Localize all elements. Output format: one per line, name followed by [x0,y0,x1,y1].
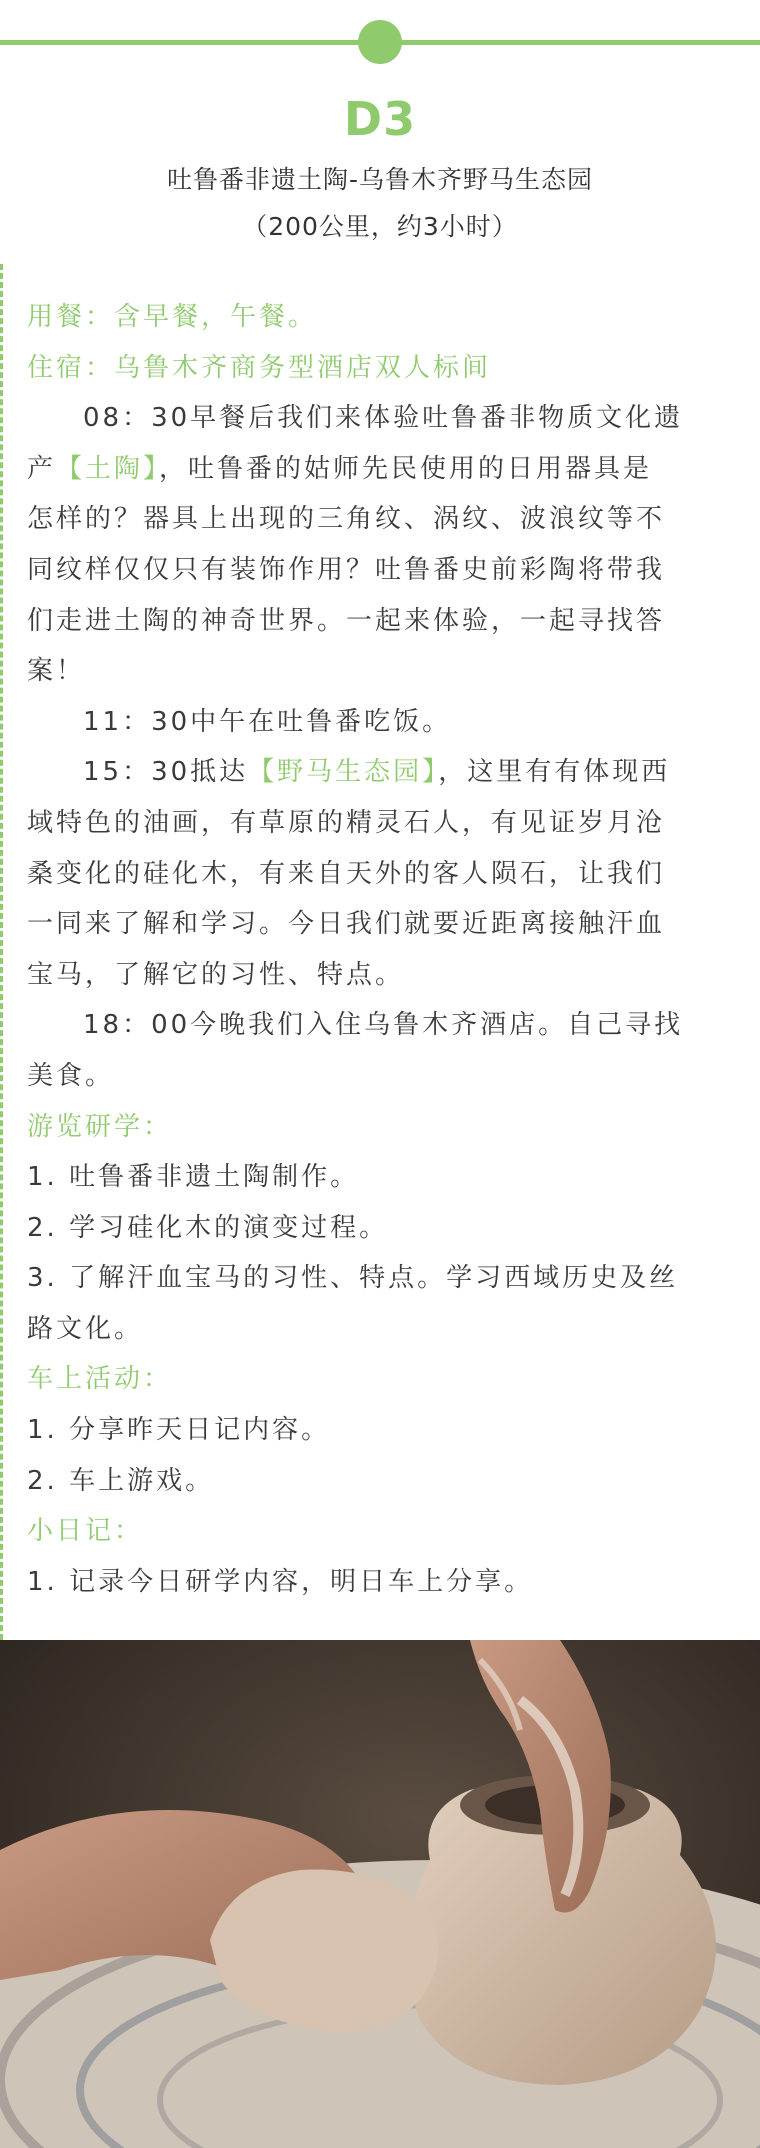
schedule-line: 宝马，了解它的习性、特点。 [27,959,405,990]
route-distance: （200公里，约3小时） [242,212,518,241]
schedule-line: 一同来了解和学习。今日我们就要近距离接触汗血 [27,909,666,940]
day-title: D3 [343,92,417,146]
diary-heading: 小日记： [27,1516,144,1547]
itinerary-content [0,264,760,1640]
study-item: 2. 学习硅化木的演变过程。 [27,1212,389,1243]
schedule-line: 产【土陶】，吐鲁番的姑师先民使用的日用器具是 [27,453,653,484]
schedule-line: 08：30早餐后我们来体验吐鲁番非物质文化遗 [83,403,684,434]
pottery-photo [0,1640,760,2148]
schedule-line: 同纹样仅仅只有装饰作用？吐鲁番史前彩陶将带我 [27,554,666,585]
timeline-dot [358,20,402,64]
pottery-wheel-illustration [0,1640,760,2148]
study-item: 3. 了解汗血宝马的习性、特点。学习西域历史及丝 [27,1263,679,1294]
diary-item: 1. 记录今日研学内容，明日车上分享。 [27,1566,534,1597]
bus-activity-item: 1. 分享昨天日记内容。 [27,1415,331,1446]
bus-activities-heading: 车上活动： [27,1364,173,1395]
schedule-line: 桑变化的硅化木，有来自天外的客人陨石，让我们 [27,858,666,889]
lodging-line: 住宿：乌鲁木齐商务型酒店双人标间 [27,352,492,383]
schedule-line: 案！ [27,656,86,687]
study-item: 路文化。 [27,1313,144,1344]
schedule-line: 美食。 [27,1060,115,1091]
study-heading: 游览研学： [27,1111,173,1142]
schedule-line: 域特色的油画，有草原的精灵石人，有见证岁月沧 [27,807,666,838]
schedule-line: 们走进土陶的神奇世界。一起来体验，一起寻找答 [27,605,666,636]
highlight-pottery: 【土陶】 [56,453,160,484]
schedule-line: 11：30中午在吐鲁番吃饭。 [83,706,452,737]
schedule-line: 15：30抵达【野马生态园】，这里有有体现西 [83,757,671,788]
meals-line: 用餐：含早餐，午餐。 [27,302,318,332]
study-item: 1. 吐鲁番非遗土陶制作。 [27,1162,360,1193]
schedule-line: 18：00今晚我们入住乌鲁木齐酒店。自己寻找 [83,1010,684,1041]
schedule-line: 怎样的？器具上出现的三角纹、涡纹、波浪纹等不 [27,504,666,535]
highlight-wild-horse-park: 【野马生态园】 [248,757,439,788]
bus-activity-item: 2. 车上游戏。 [27,1465,215,1496]
route-title: 吐鲁番非遗土陶-乌鲁木齐野马生态园 [166,165,594,194]
